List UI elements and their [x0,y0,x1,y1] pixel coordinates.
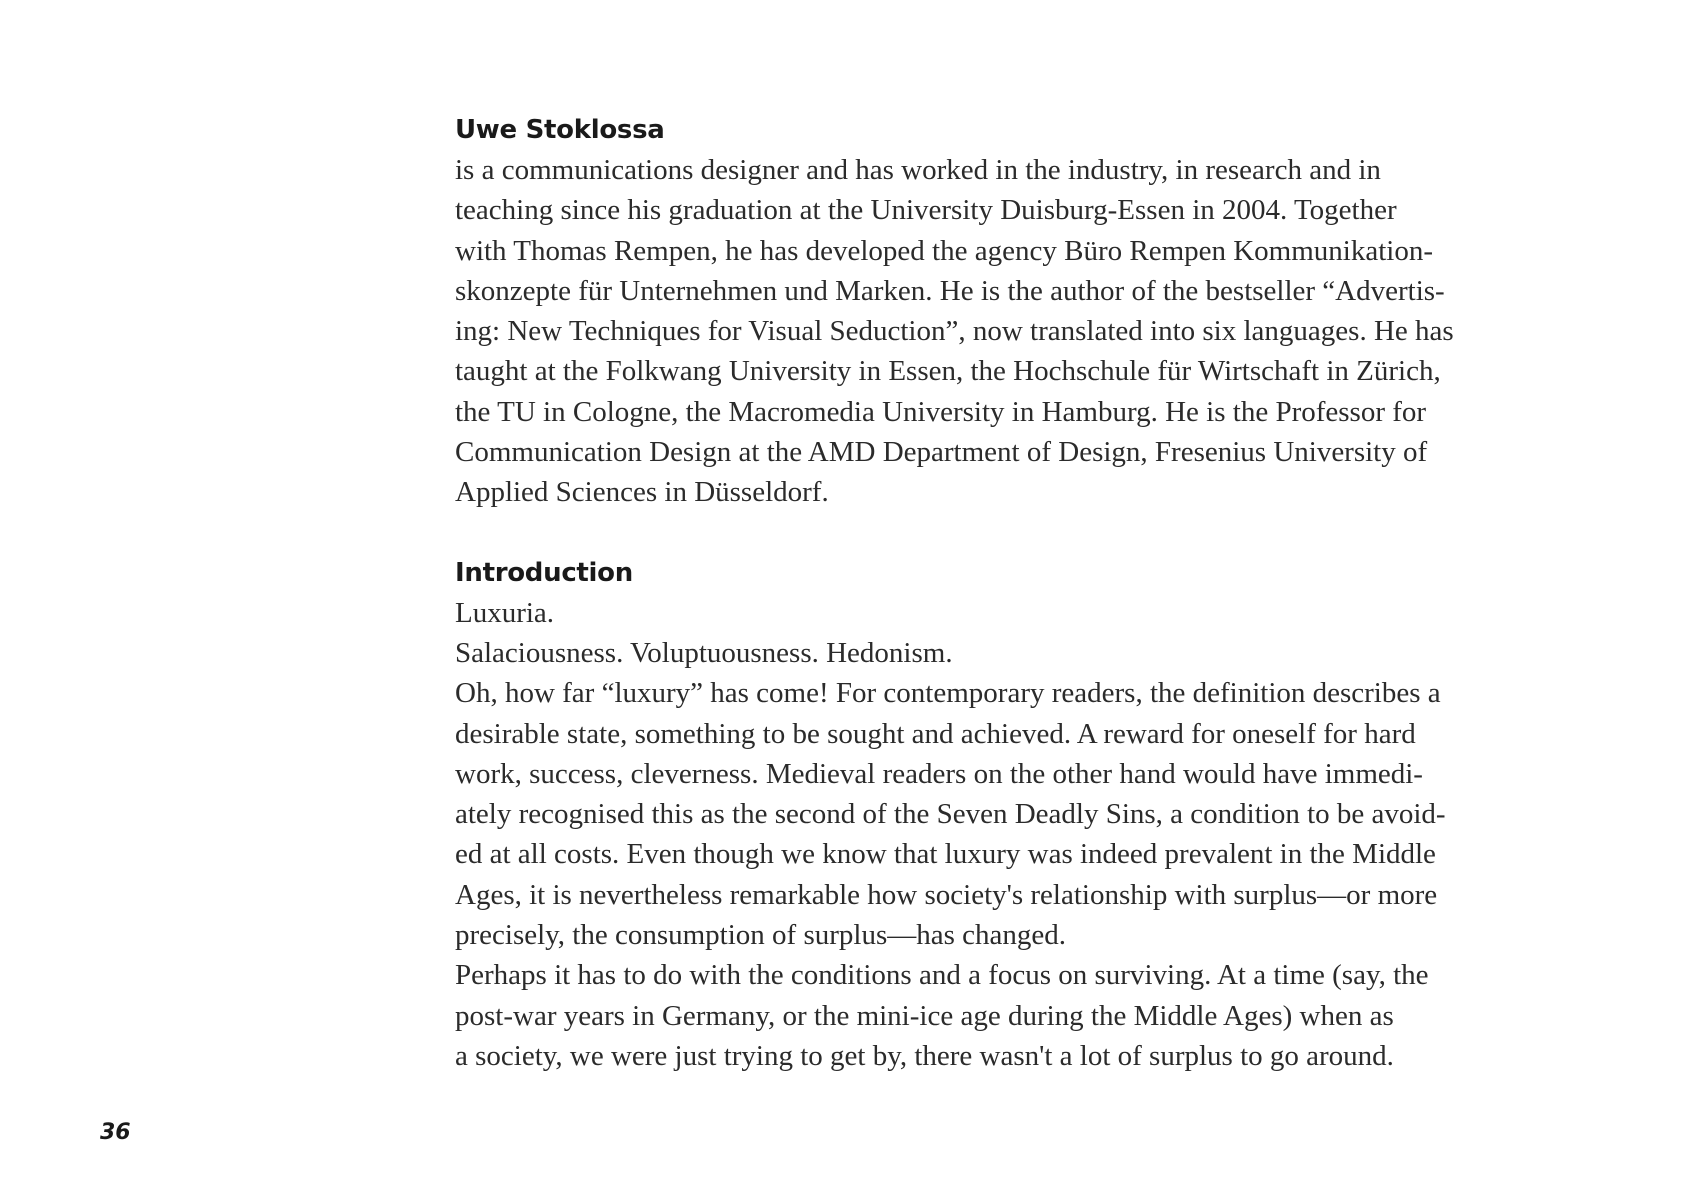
section-spacer [455,513,1630,553]
text-column [455,110,1630,1076]
intro-line: desirable state, something to be sought and achieved. A reward for oneself for hard [455,717,1416,750]
introduction-body [455,593,1630,1077]
intro-line: a society, we were just trying to get by, there wasn't a lot of surplus to go around. [455,1039,1394,1072]
bio-line: skonzepte für Unternehmen und Marken. He is the author of the bestseller “Advertis- [455,274,1445,307]
author-name-heading: Uwe Stoklossa [455,115,665,145]
intro-line: post-war years in Germany, or the mini-ice age during the Middle Ages) when as [455,999,1394,1032]
bio-line: ing: New Techniques for Visual Seduction”, now translated into six languages. He has [455,315,1454,348]
introduction-section [455,553,1630,1077]
bio-line: Communication Design at the AMD Department of Design, Fresenius University of [455,436,1428,469]
intro-line: Perhaps it has to do with the conditions and a focus on surviving. At a time (say, the [455,959,1429,992]
intro-line: Salaciousness. Voluptuousness. Hedonism. [455,636,953,669]
intro-line: precisely, the consumption of surplus—has changed. [455,919,1067,952]
bio-line: teaching since his graduation at the University Duisburg-Essen in 2004. Together [455,194,1397,227]
bio-line: taught at the Folkwang University in Essen, the Hochschule für Wirtschaft in Zürich, [455,355,1441,388]
introduction-heading: Introduction [455,557,633,588]
bio-line: Applied Sciences in Düsseldorf. [455,476,829,509]
page-number: 36 [100,1120,131,1145]
author-bio [455,110,1630,513]
bio-line: with Thomas Rempen, he has developed the agency Büro Rempen Kommunikation- [455,234,1433,267]
intro-line: ately recognised this as the second of the Seven Deadly Sins, a condition to be avoid- [455,798,1446,831]
intro-line: Luxuria. [455,596,555,629]
author-bio-paragraph [455,150,1630,513]
intro-line: Ages, it is nevertheless remarkable how society's relationship with surplus—or more [455,878,1438,911]
intro-line: ed at all costs. Even though we know that luxury was indeed prevalent in the Middle [455,838,1436,871]
bio-line: the TU in Cologne, the Macromedia University in Hamburg. He is the Professor for [455,395,1427,428]
intro-line: work, success, cleverness. Medieval readers on the other hand would have immedi- [455,757,1423,790]
bio-line: is a communications designer and has worked in the industry, in research and in [455,154,1381,186]
intro-line: Oh, how far “luxury” has come! For contemporary readers, the definition describes a [455,677,1441,710]
